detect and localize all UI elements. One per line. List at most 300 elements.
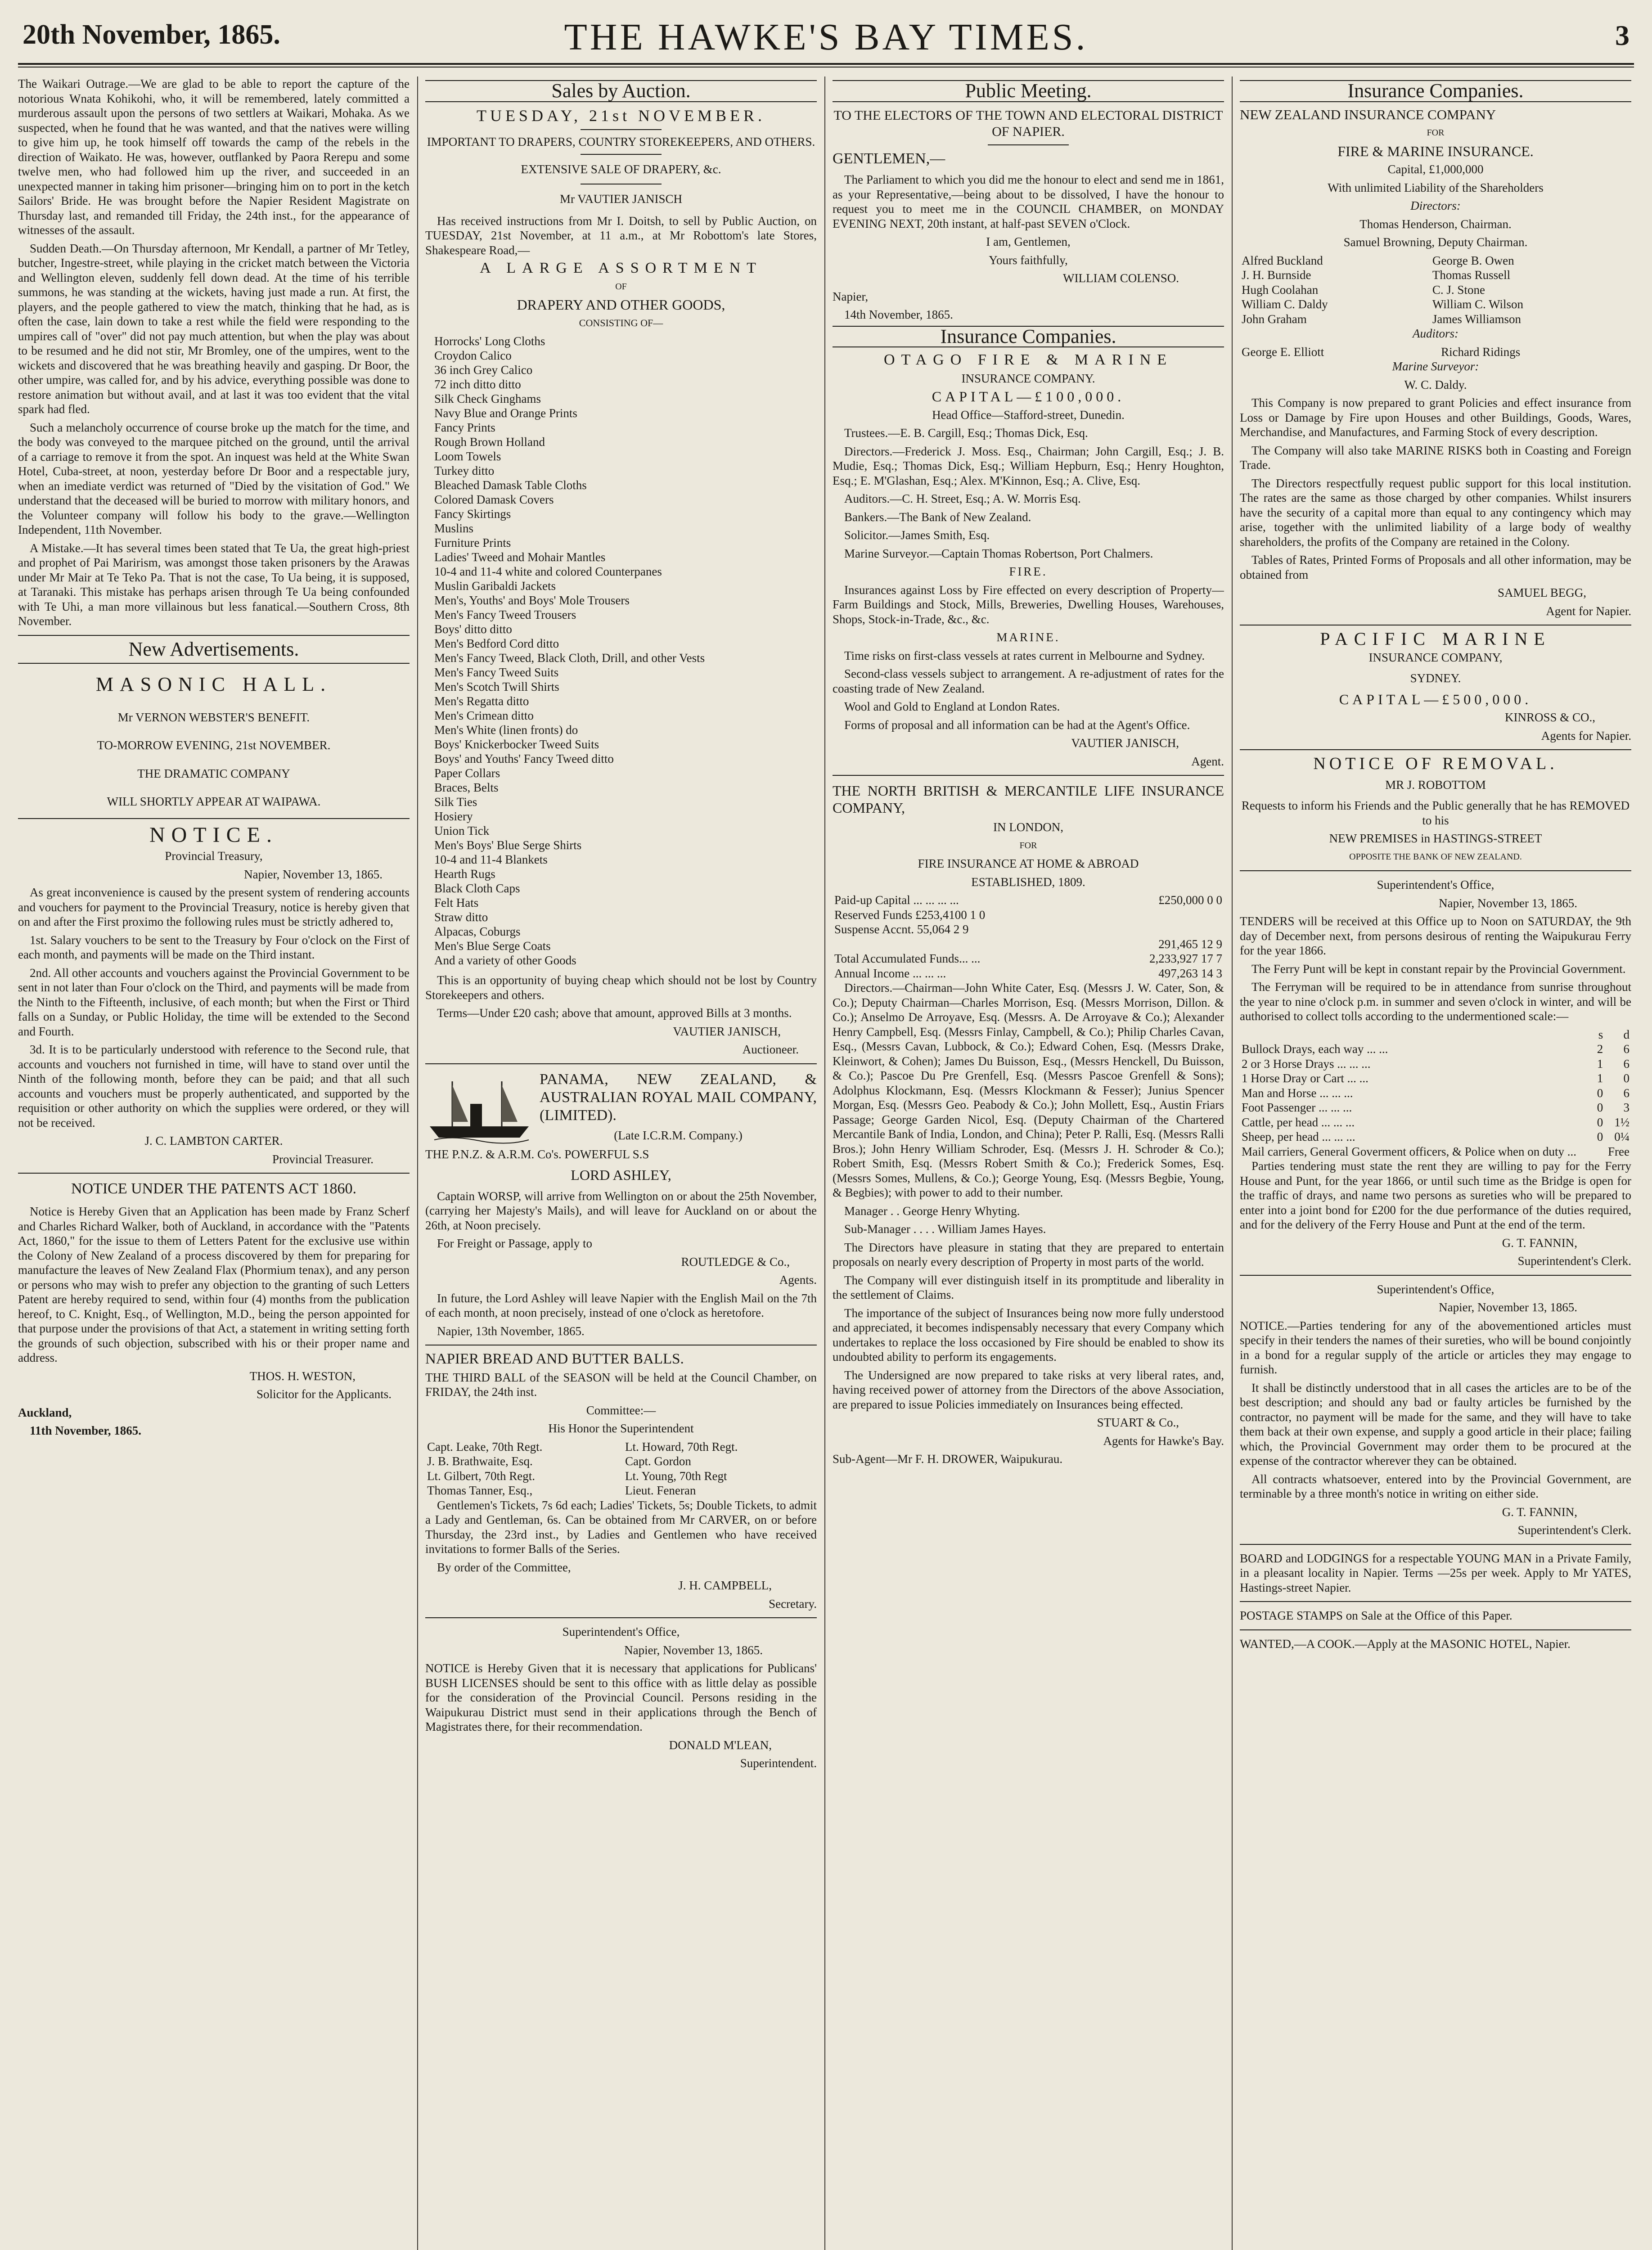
pacific-title: PACIFIC MARINE bbox=[1320, 629, 1551, 649]
auction-large-assortment: A LARGE ASSORTMENT bbox=[480, 260, 762, 276]
otago-marine-heading: MARINE. bbox=[996, 630, 1060, 644]
toll-row bbox=[1240, 1130, 1631, 1144]
divider bbox=[1240, 1629, 1631, 1630]
section-heading-public-meeting: Public Meeting. bbox=[833, 80, 1224, 102]
goods-item: Furniture Prints bbox=[434, 536, 511, 549]
article-sudden-death: Sudden Death.—On Thursday afternoon, Mr Kendall, a partner of Mr Tetley, butcher, Ingestre-street, while playing in the cricket match between the Victoria and Wellington eleven, suddenly fell down dead. At the time of his terrible summons, he was standing at the wickets, having just made a run. At first, the players, and the people gathered to view the match, thinking that he had, as is often the case, lain down to take a rest while the field were responding to the umpires call of "over" did not pay much attention, but when the play was about to be resumed and he did not stir, Mr Bromley, one of the umpires, went to the wickets and discovered that he was breathing heavily and gasping. Dr Boor, the other umpire, was called for, and by his advice, everything possible was done to restore animation but without avail, and at last it was too evident that the vital spark had fled. bbox=[18, 241, 410, 416]
otago-auditors: Auditors.—C. H. Street, Esq.; A. W. Morris Esq. bbox=[844, 492, 1081, 505]
director-row bbox=[1240, 312, 1631, 327]
goods-item: Men's Scotch Twill Shirts bbox=[434, 680, 559, 693]
director-name: William C. Daldy bbox=[1242, 297, 1328, 311]
goods-item: Braces, Belts bbox=[434, 781, 499, 794]
column-divider bbox=[1232, 76, 1233, 2250]
panama-agent-title: Agents. bbox=[779, 1273, 817, 1287]
goods-item: 72 inch ditto ditto bbox=[434, 378, 521, 391]
patent-notice-title: NOTICE UNDER THE PATENTS ACT 1860. bbox=[71, 1180, 357, 1197]
toll-shillings: 0 bbox=[1597, 1115, 1603, 1129]
column-4 bbox=[1240, 76, 1631, 2250]
director-name: George B. Owen bbox=[1432, 253, 1514, 267]
nz-insurance-capital: Capital, £1,000,000 bbox=[1387, 162, 1484, 176]
goods-item: Muslins bbox=[434, 522, 474, 535]
toll-pence: 0¼ bbox=[1614, 1130, 1629, 1143]
bush-office: Superintendent's Office, bbox=[562, 1625, 680, 1638]
auction-signature-title: Auctioneer. bbox=[742, 1043, 799, 1056]
goods-item: Paper Collars bbox=[434, 766, 500, 780]
auction-signature: VAUTIER JANISCH, bbox=[673, 1024, 781, 1038]
sureties-body: NOTICE.—Parties tendering for any of the abovementioned articles must specify in their tenders the names of their sureties, who will be bound conjointly in a bond for a regular supply of the article or articles they may engage to furnish. bbox=[1240, 1318, 1631, 1376]
toll-item: Foot Passenger ... ... ... bbox=[1242, 1101, 1352, 1114]
director-name: John Graham bbox=[1242, 312, 1307, 326]
pacific-sydney: SYDNEY. bbox=[1410, 671, 1461, 685]
goods-item: Felt Hats bbox=[434, 896, 479, 909]
notice-date: Napier, November 13, 1865. bbox=[244, 867, 383, 881]
ad-masonic-line: TO-MORROW EVENING, 21st NOVEMBER. bbox=[97, 738, 331, 752]
toll-row bbox=[1240, 1115, 1631, 1130]
ad-board-lodgings: BOARD and LODGINGS for a respectable YOUNG MAN in a Private Family, in a pleasant locality in Napier. Terms —25s per week. Apply to Mr YATES, Hastings-street Napier. bbox=[1240, 1551, 1631, 1594]
divider bbox=[425, 1345, 817, 1346]
nz-directors-heading: Directors: bbox=[1410, 199, 1461, 212]
pacific-signature: KINROSS & CO., bbox=[1504, 711, 1595, 724]
committee-row bbox=[425, 1440, 817, 1454]
north-british-fire: FIRE INSURANCE AT HOME & ABROAD bbox=[918, 857, 1139, 870]
notice-office: Provincial Treasury, bbox=[165, 849, 263, 863]
divider bbox=[988, 144, 1069, 145]
nz-insurance-liability: With unlimited Liability of the Shareholders bbox=[1328, 180, 1544, 194]
committee-member: Lt. Young, 70th Regt bbox=[625, 1469, 727, 1483]
masthead-rule bbox=[18, 67, 1634, 68]
removal-name: MR J. ROBOTTOM bbox=[1385, 778, 1486, 792]
meeting-salutation: GENTLEMEN,— bbox=[833, 150, 945, 167]
ad-postage-stamps: POSTAGE STAMPS on Sale at the Office of this Paper. bbox=[1240, 1609, 1512, 1622]
otago-trustees: Trustees.—E. B. Cargill, Esq.; Thomas Dick, Esq. bbox=[844, 426, 1088, 440]
committee-member: Lieut. Feneran bbox=[625, 1484, 696, 1497]
goods-item: Silk Check Ginghams bbox=[434, 392, 541, 405]
funds-row bbox=[833, 951, 1224, 966]
committee-member: Thomas Tanner, Esq., bbox=[427, 1484, 533, 1497]
goods-item: Men's Boys' Blue Serge Shirts bbox=[434, 838, 582, 852]
north-british-for: FOR bbox=[1019, 840, 1037, 850]
goods-item: Alpacas, Coburgs bbox=[434, 925, 521, 938]
panama-future: In future, the Lord Ashley will leave Napier with the English Mail on the 7th of each month, at noon precisely, instead of one o'clock as heretofore. bbox=[425, 1291, 817, 1319]
north-british-london: IN LONDON, bbox=[993, 820, 1063, 834]
panama-ship-name: LORD ASHLEY, bbox=[571, 1167, 671, 1183]
sureties-body: It shall be distinctly understood that in all cases the articles are to be of the best description; and should any bad or faulty articles be furnished by the contractor, no payment will be made for the same, and they will have to take them back at their own expense, and supply a good article in their place; failing which, the Provincial Government may order them to be procured at the expense of the contractor wherever they can be obtained. bbox=[1240, 1381, 1631, 1467]
goods-item: Ladies' Tweed and Mohair Mantles bbox=[434, 550, 606, 564]
director-name: William C. Wilson bbox=[1432, 297, 1523, 311]
goods-item: Bleached Damask Table Cloths bbox=[434, 478, 587, 492]
toll-row bbox=[1240, 1100, 1631, 1115]
notice-paragraph: 3d. It is to be particularly understood with reference to the Second rule, that accounts and vouchers not furnished in time, will have to stand over until the Ninth of the following month, before they can be paid; and that all such accounts and vouchers must be properly authenticated, and supported by the requisition or other authority on which the supplies were ordered, or they will not be received. bbox=[18, 1043, 410, 1130]
toll-pence: 6 bbox=[1623, 1057, 1629, 1071]
pacific-subtitle: INSURANCE COMPANY, bbox=[1368, 650, 1503, 664]
toll-pence: 6 bbox=[1623, 1042, 1629, 1056]
north-british-directors: Directors.—Chairman—John White Cater, Esq. (Messrs J. W. Cater, Son, & Co.); Deputy Chairman—Charles Morrison, Esq. (Messrs Morrison, Dillon. & Co.); Anselmo De Arroyave, Esq. (Messrs. A. De Arroyave & Co.); Alexander Henry Campbell, Esq. (Messrs Finlay, Campbell, & Co.); Philip Charles Cavan, Esq., (Messrs Cavan, Lubbock, & Co.); Edward Cohen, Esq. (Messrs Drake, Kleinwort, & Cohen); James Du Buisson, Esq., (Messrs Henckell, Du Buisson, & Co.); Pascoe Du Pre Grenfell, Esq. (Messrs Pascoe Grenfell & Sons); Adolphus Klockmann, Esq. (Messrs Klockmann & Fesser); Junius Spencer Morgan, Esq. (Messrs Geo. Peabody & Co.); John Mollett, Esq., Austin Friars Passage; George Garden Nicol, Esq. (Deputy Chairman of the Chartered Mercantile Bank of India, London, and China); Peter P. Ralli, Esq. (Messrs Ralli Bros.); John Henry William Schroder, Esq. (Messrs J. H. Schroder & Co.); Robert Smith, Esq. (Messrs Robert Smith & Co.); Frederick Somes, Esq. (Messrs Somes, Mullens, & Co.); George Young, Esq. (Messrs Begbie, Young, & Begbies); with power to add to their number. bbox=[833, 981, 1224, 1199]
article-sudden-death-cont: Such a melancholy occurrence of course broke up the match for the time, and the body was conveyed to the marquee pitched on the ground, until the arrival of a carriage to remove it from the spot. An inquest was held at the White Swan Hotel, Cuba-street, at noon, yesterday before Dr Boor and a respectable jury, when an imediate verdict was returned of "Died by the visitation of God." We understand that the deceased will be buried to morrow with military honors, and the Volunteer company will follow his body to the grave.—Wellington Independent, 11th November. bbox=[18, 420, 410, 536]
removal-premises: NEW PREMISES in HASTINGS-STREET bbox=[1329, 832, 1542, 845]
toll-row bbox=[1240, 1042, 1631, 1057]
divider bbox=[1240, 1544, 1631, 1545]
ad-masonic-line: WILL SHORTLY APPEAR AT WAIPAWA. bbox=[107, 795, 321, 808]
nz-signature-title: Agent for Napier. bbox=[1546, 604, 1631, 618]
north-british-body: The Directors have pleasure in stating that they are prepared to entertain proposals on nearly every description of Property in most parts of the world. bbox=[833, 1240, 1224, 1269]
notice-signature-title: Provincial Treasurer. bbox=[272, 1152, 374, 1166]
committee-row bbox=[425, 1469, 817, 1484]
removal-body: Requests to inform his Friends and the Public generally that he has REMOVED to his bbox=[1241, 799, 1630, 827]
divider bbox=[425, 1617, 817, 1618]
director-name: James Williamson bbox=[1432, 312, 1521, 326]
ad-masonic-line: THE DRAMATIC COMPANY bbox=[137, 766, 290, 780]
notice-title: NOTICE. bbox=[149, 823, 278, 847]
committee-member: J. B. Brathwaite, Esq. bbox=[427, 1454, 533, 1468]
nz-insurance-for: FOR bbox=[1427, 128, 1445, 138]
divider bbox=[18, 635, 410, 636]
goods-item: Horrocks' Long Cloths bbox=[434, 334, 545, 348]
section-heading-insurance-companies-2: Insurance Companies. bbox=[1240, 80, 1631, 102]
toll-item: 1 Horse Dray or Cart ... ... bbox=[1242, 1071, 1368, 1085]
director-name: C. J. Stone bbox=[1432, 283, 1485, 297]
goods-item: Hosiery bbox=[434, 810, 473, 823]
auction-terms: Terms—Under £20 cash; above that amount, approved Bills at 3 months. bbox=[437, 1006, 792, 1020]
goods-item: Colored Damask Covers bbox=[434, 493, 554, 506]
ball-signature: J. H. CAMPBELL, bbox=[678, 1579, 772, 1592]
ball-body: THE THIRD BALL of the SEASON will be held at the Council Chamber, on FRIDAY, the 24th inst. bbox=[425, 1370, 817, 1399]
north-british-body: The importance of the subject of Insurances being now more fully understood and appreciated, it becomes indispensably necessary that every Company which undertakes to replace the loss occasioned by Fire should be enabled to show its undoubted ability to perform its engagements. bbox=[833, 1306, 1224, 1364]
article-waikari-outrage: The Waikari Outrage.—We are glad to be able to report the capture of the notorious Wnata Kohikohi, who, it will be remembered, lately committed a murderous assault upon the persons of two settlers at Waikari, Mohaka. As we suspected, when he found that he was wanted, and that the natives were willing to give him up, he took himself off towards the camp of the rebels in the direction of Waikato. He was, however, outflanked by Paora Rerepu and some twelve men, who had followed him up the river, and succeeded in an unexpected manner in taking him prisoner—bringing him on to port in the ketch Sailors' Bride. He was brought before the Napier Resident Magistrate on Thursday last, and remanded till Friday, the 24th inst., for the appearance of witnesses of the assault. bbox=[18, 77, 410, 237]
bush-signature: DONALD M'LEAN, bbox=[669, 1738, 772, 1752]
otago-fire-heading: FIRE. bbox=[1009, 565, 1048, 578]
divider bbox=[1240, 1601, 1631, 1602]
nz-marine-surveyor-heading: Marine Surveyor: bbox=[1392, 360, 1479, 373]
director-row bbox=[1240, 268, 1631, 283]
goods-item: Muslin Garibaldi Jackets bbox=[434, 579, 556, 593]
newspaper-title: THE HAWKE'S BAY TIMES. bbox=[564, 16, 1088, 58]
column-divider bbox=[417, 76, 418, 2250]
north-british-signature-title: Agents for Hawke's Bay. bbox=[1103, 1434, 1224, 1448]
patent-notice-body: Notice is Hereby Given that an Application has been made by Franz Scherf and Charles Richard Walker, both of Auckland, in accordance with the "Patents Act, 1860," for the issue to them of Letters Patent for the exclusive use within the Colony of New Zealand of a process discovered by them for preparing for manufacture the leaves of New Zealand Flax (Phormium tenax), and any person or persons who may wish to prefer any objection to the granting of such Letters Patent are hereby required to send, within four (4) months from the publication hereof, to C. Knight, Esq., of Wellington, M.D., being the person appointed for that purpose under the provisions of that Act, a statement in writing setting forth the grounds of such objection, subscribed with his or their proper name and address. bbox=[18, 1205, 410, 1364]
otago-capital: CAPITAL—£100,000. bbox=[932, 388, 1125, 405]
goods-item: Men's Fancy Tweed Trousers bbox=[434, 608, 576, 621]
ferry-body: Parties tendering must state the rent they are willing to pay for the Ferry House and Punt, for the year 1866, or until such time as the Bridge is open for the traffic of drays, and name two persons as sureties who will be prepared to enter into a joint bond for £200 for the due performance of the duties required, and for the delivery of the Ferry House and Punt at the end of the term. bbox=[1240, 1159, 1631, 1231]
divider bbox=[1240, 625, 1631, 626]
sureties-signature-title: Superintendent's Clerk. bbox=[1517, 1523, 1631, 1537]
funds-label bbox=[833, 937, 1094, 952]
toll-row bbox=[1240, 1144, 1631, 1159]
ferry-col-header: s bbox=[1598, 1027, 1603, 1041]
toll-shillings: 2 bbox=[1597, 1042, 1603, 1056]
goods-item: Men's White (linen fronts) do bbox=[434, 723, 578, 737]
toll-pence: Free bbox=[1608, 1144, 1629, 1158]
funds-label: Annual Income ... ... ... bbox=[834, 966, 946, 980]
column-1 bbox=[18, 76, 410, 2250]
toll-item: Sheep, per head ... ... ... bbox=[1242, 1130, 1355, 1143]
director-name: Thomas Russell bbox=[1432, 268, 1511, 282]
newspaper-page bbox=[18, 14, 1634, 2250]
north-british-funds-table bbox=[833, 893, 1224, 981]
ball-committee: Committee:— bbox=[586, 1403, 656, 1417]
notice-paragraph: 2nd. All other accounts and vouchers against the Provincial Government to be sent in not later than Four o'clock on the Third, and payments will be made from the Ninth to the Fifteenth, inclusive, of each month; but when the First or Third falls on a Sunday, or Public Holiday, the time will be extended to the Second and Fourth. bbox=[18, 966, 410, 1038]
column-3 bbox=[833, 76, 1224, 2250]
funds-row bbox=[833, 908, 1224, 922]
goods-item: Men's Regatta ditto bbox=[434, 694, 529, 708]
divider bbox=[18, 818, 410, 819]
meeting-body: The Parliament to which you did me the honour to elect and send me in 1861, as your Representative,—being about to be dissolved, I have the honour to request you to meet me in the COUNCIL CHAMBER, on MONDAY EVENING NEXT, 20th instant, at half-past SEVEN o'Clock. bbox=[833, 173, 1224, 230]
column-2 bbox=[425, 76, 817, 2250]
toll-shillings: 1 bbox=[1597, 1071, 1603, 1085]
panama-late: (Late I.C.R.M. Company.) bbox=[614, 1128, 743, 1142]
director-name: J. H. Burnside bbox=[1242, 268, 1311, 282]
otago-subtitle: INSURANCE COMPANY. bbox=[961, 371, 1095, 385]
otago-office: Head Office—Stafford-street, Dunedin. bbox=[932, 408, 1125, 422]
goods-item: Men's Fancy Tweed Suits bbox=[434, 666, 559, 679]
funds-amount: 291,465 12 9 bbox=[1158, 937, 1222, 951]
sureties-body: All contracts whatsoever, entered into by the Provincial Government, are terminable by a three month's notice in writing on either side. bbox=[1240, 1472, 1631, 1500]
nz-signature: SAMUEL BEGG, bbox=[1497, 586, 1586, 599]
bush-body: NOTICE is Hereby Given that it is necessary that applications for Publicans' BUSH LICENSES should be sent to this office with as little delay as possible for the consideration of the Provincial Council. Persons residing in the Waipukurau District must send in their applications through the Bench of Magistrates there, for their recommendation. bbox=[425, 1661, 817, 1733]
article-mistake: A Mistake.—It has several times been stated that Te Ua, the great high-priest and prophet of Pai Marirism, was amongst those taken prisoners by the Arawas under Mr Mair at Te Teko Pa. That is not the case, To Ua being, it is supposed, at Taranaki. This mistake has perhaps arisen through Te Ua being confounded with Te Uhi, a man more villainous but less fanatical.—Southern Cross, 8th November. bbox=[18, 541, 410, 628]
notice-paragraph: 1st. Salary vouchers to be sent to the Treasury by Four o'clock on the First of each month, and payments will be made on the Third instant. bbox=[18, 933, 410, 961]
patent-place: Auckland, bbox=[18, 1405, 72, 1419]
otago-directors: Directors.—Frederick J. Moss. Esq., Chairman; John Cargill, Esq.; J. B. Mudie, Esq.; Thomas Dick, Esq.; William Hepburn, Esq.; Henry Houghton, Esq.; E. M'Glashan, Esq.; Alex. M'Kinnon, Esq.; A. Clive, Esq. bbox=[833, 444, 1224, 487]
north-british-manager: Manager . . George Henry Whyting. bbox=[844, 1204, 1020, 1218]
ball-tickets: Gentlemen's Tickets, 7s 6d each; Ladies' Tickets, 5s; Double Tickets, to admit a Lady and Gentleman, 6s. Can be obtained from Mr CARVER, on or before Thursday, the 23rd inst., by Ladies and Gentlemen who have received invitations to former Balls of the Series. bbox=[425, 1498, 817, 1556]
committee-member: Capt. Gordon bbox=[625, 1454, 691, 1468]
otago-bankers: Bankers.—The Bank of New Zealand. bbox=[844, 510, 1031, 524]
funds-row bbox=[833, 893, 1224, 908]
ferry-col-header: d bbox=[1623, 1027, 1629, 1041]
toll-item: 2 or 3 Horse Drays ... ... ... bbox=[1242, 1057, 1371, 1071]
toll-item: Man and Horse ... ... ... bbox=[1242, 1086, 1353, 1100]
toll-item: Cattle, per head ... ... ... bbox=[1242, 1115, 1355, 1129]
director-name: Hugh Coolahan bbox=[1242, 283, 1319, 297]
goods-item: Boys' ditto ditto bbox=[434, 622, 512, 636]
auction-instructions: Has received instructions from Mr I. Doitsh, to sell by Public Auction, on TUESDAY, 21st November, at 11 a.m., at Mr Robottom's late Stores, Shakespeare Road,— bbox=[425, 214, 817, 257]
nz-auditor: George E. Elliott bbox=[1242, 345, 1324, 359]
committee-member: Lt. Gilbert, 70th Regt. bbox=[427, 1469, 535, 1483]
auction-extensive: EXTENSIVE SALE OF DRAPERY, &c. bbox=[521, 162, 721, 176]
goods-item: And a variety of other Goods bbox=[434, 954, 576, 967]
ferry-office: Superintendent's Office, bbox=[1377, 878, 1494, 891]
north-british-submanager: Sub-Manager . . . . William James Hayes. bbox=[844, 1222, 1046, 1236]
nz-body: This Company is now prepared to grant Policies and effect insurance from Loss or Damage by Fire upon Houses and other Buildings, Goods, Wares, Merchandise, and Manufactures, and Farming Stock of every description. bbox=[1240, 396, 1631, 439]
north-british-subagent: Sub-Agent—Mr F. H. DROWER, Waipukurau. bbox=[833, 1452, 1063, 1466]
nz-insurance-title: NEW ZEALAND INSURANCE COMPANY bbox=[1240, 106, 1496, 122]
ferry-body: The Ferryman will be required to be in attendance from sunrise throughout the year to nine o'clock p.m. in summer and seven o'clock in winter, and will be authorised to collect tolls according to the undermentioned scale:— bbox=[1240, 980, 1631, 1023]
nz-deputy-chairman: Samuel Browning, Deputy Chairman. bbox=[1343, 235, 1528, 249]
ball-patron: His Honor the Superintendent bbox=[548, 1422, 694, 1435]
otago-signature-title: Agent. bbox=[1191, 754, 1224, 768]
toll-shillings: 0 bbox=[1597, 1101, 1603, 1114]
ferry-signature: G. T. FANNIN, bbox=[1502, 1236, 1577, 1250]
funds-label: Reserved Funds £253,4100 1 0 bbox=[834, 908, 986, 922]
nz-auditors-table bbox=[1240, 345, 1631, 360]
nz-auditors-heading: Auditors: bbox=[1412, 327, 1458, 340]
goods-item: Men's Blue Serge Coats bbox=[434, 939, 551, 953]
goods-item: Union Tick bbox=[434, 824, 490, 837]
ad-masonic-line: Mr VERNON WEBSTER'S BENEFIT. bbox=[117, 710, 310, 724]
divider bbox=[581, 154, 662, 155]
goods-item: Croydon Calico bbox=[434, 349, 512, 362]
goods-item: Loom Towels bbox=[434, 450, 501, 463]
goods-item: Boys' and Youths' Fancy Tweed ditto bbox=[434, 752, 614, 765]
steamship-illustration bbox=[425, 1072, 533, 1144]
removal-opposite: OPPOSITE THE BANK OF NEW ZEALAND. bbox=[1349, 851, 1522, 862]
toll-pence: 3 bbox=[1623, 1101, 1629, 1114]
column-divider bbox=[824, 76, 825, 2250]
masthead bbox=[18, 14, 1634, 65]
bush-signature-title: Superintendent. bbox=[740, 1756, 817, 1770]
committee-row bbox=[425, 1483, 817, 1498]
ferry-tolls-table bbox=[1240, 1027, 1631, 1159]
otago-title: OTAGO FIRE & MARINE bbox=[884, 351, 1173, 368]
north-british-established: ESTABLISHED, 1809. bbox=[971, 875, 1085, 889]
north-british-title: THE NORTH BRITISH & MERCANTILE LIFE INSURANCE COMPANY, bbox=[833, 783, 1224, 816]
ferry-date: Napier, November 13, 1865. bbox=[1439, 896, 1577, 910]
goods-item: Silk Ties bbox=[434, 795, 477, 809]
funds-amount: 497,263 14 3 bbox=[1158, 966, 1222, 980]
sureties-signature: G. T. FANNIN, bbox=[1502, 1505, 1577, 1519]
goods-list bbox=[425, 334, 817, 968]
section-heading-sales-by-auction: Sales by Auction. bbox=[425, 80, 817, 102]
goods-item: Turkey ditto bbox=[434, 464, 495, 477]
director-row bbox=[1240, 297, 1631, 312]
panama-agent: ROUTLEDGE & Co., bbox=[681, 1255, 790, 1269]
nz-body: The Directors respectfully request public support for this local institution. The rates are the same as those charged by other companies. Whilst insurers have the security of a capital more than equal to any contingency which may arise, together with the unlimited liability of a large body of wealthy shareholders, the profits of the Company are retained in the Colony. bbox=[1240, 476, 1631, 549]
divider bbox=[581, 129, 662, 130]
funds-amount: 2,233,927 17 7 bbox=[1149, 952, 1222, 965]
panama-date: Napier, 13th November, 1865. bbox=[437, 1324, 585, 1338]
nz-chairman: Thomas Henderson, Chairman. bbox=[1359, 217, 1512, 231]
committee-member: Lt. Howard, 70th Regt. bbox=[625, 1440, 738, 1454]
funds-label: Paid-up Capital ... ... ... ... bbox=[834, 893, 959, 907]
goods-item: Black Cloth Caps bbox=[434, 882, 520, 895]
auction-of: OF bbox=[615, 281, 627, 292]
sureties-date: Napier, November 13, 1865. bbox=[1439, 1300, 1577, 1314]
bush-date: Napier, November 13, 1865. bbox=[624, 1643, 763, 1657]
toll-item: Bullock Drays, each way ... ... bbox=[1242, 1042, 1388, 1056]
auction-opportunity: This is an opportunity of buying cheap which should not be lost by Country Storekeepers and others. bbox=[425, 973, 817, 1002]
otago-marine-body: Wool and Gold to England at London Rates. bbox=[844, 700, 1060, 713]
pacific-signature-title: Agents for Napier. bbox=[1541, 729, 1631, 742]
goods-item: Boys' Knickerbocker Tweed Suits bbox=[434, 738, 599, 751]
toll-row bbox=[1240, 1071, 1631, 1086]
meeting-place: Napier, bbox=[833, 289, 869, 303]
panama-powerful: THE P.N.Z. & A.R.M. Co's. POWERFUL S.S bbox=[425, 1147, 649, 1161]
goods-item: Men's, Youths' and Boys' Mole Trousers bbox=[434, 594, 630, 607]
toll-pence: 1½ bbox=[1614, 1115, 1629, 1129]
goods-item: Men's Crimean ditto bbox=[434, 709, 534, 722]
meeting-signature: WILLIAM COLENSO. bbox=[1063, 271, 1179, 285]
ball-order: By order of the Committee, bbox=[437, 1560, 571, 1574]
ad-wanted-cook: WANTED,—A COOK.—Apply at the MASONIC HOTEL, Napier. bbox=[1240, 1637, 1571, 1651]
funds-label: Total Accumulated Funds... ... bbox=[834, 952, 981, 965]
funds-row bbox=[833, 922, 1224, 937]
toll-item: Mail carriers, General Goverment officers, & Police when on duty ... bbox=[1242, 1144, 1577, 1158]
otago-signature: VAUTIER JANISCH, bbox=[1071, 736, 1179, 750]
toll-pence: 6 bbox=[1623, 1086, 1629, 1100]
page-number: 3 bbox=[1615, 19, 1629, 51]
sureties-office: Superintendent's Office, bbox=[1377, 1282, 1494, 1296]
auction-drapery: DRAPERY AND OTHER GOODS, bbox=[517, 297, 725, 313]
auctioneer-name: Mr VAUTIER JANISCH bbox=[559, 192, 683, 206]
funds-amount: £250,000 0 0 bbox=[1158, 893, 1222, 907]
funds-amount bbox=[1094, 908, 1224, 922]
goods-item: Men's Fancy Tweed, Black Cloth, Drill, and other Vests bbox=[434, 651, 705, 665]
goods-item: Fancy Prints bbox=[434, 421, 495, 434]
divider bbox=[18, 1173, 410, 1174]
ferry-signature-title: Superintendent's Clerk. bbox=[1517, 1254, 1631, 1268]
nz-insurance-fire: FIRE & MARINE INSURANCE. bbox=[1337, 143, 1534, 159]
otago-surveyor: Marine Surveyor.—Captain Thomas Robertson, Port Chalmers. bbox=[844, 546, 1153, 560]
goods-item: Men's Bedford Cord ditto bbox=[434, 637, 559, 650]
goods-item: Rough Brown Holland bbox=[434, 435, 545, 449]
removal-title: NOTICE OF REMOVAL. bbox=[1313, 754, 1558, 773]
meeting-date: 14th November, 1865. bbox=[844, 308, 953, 321]
nz-body: Tables of Rates, Printed Forms of Proposals and all other information, may be obtained from bbox=[1240, 553, 1631, 581]
nz-auditor: Richard Ridings bbox=[1441, 345, 1521, 359]
divider bbox=[1240, 870, 1631, 871]
divider bbox=[833, 775, 1224, 776]
section-heading-insurance-companies: Insurance Companies. bbox=[833, 326, 1224, 348]
divider bbox=[18, 663, 410, 664]
otago-marine-body: Forms of proposal and all information can be had at the Agent's Office. bbox=[844, 718, 1190, 732]
panama-freight: For Freight or Passage, apply to bbox=[437, 1237, 592, 1250]
meeting-to-electors: TO THE ELECTORS OF THE TOWN AND ELECTORAL DISTRICT OF NAPIER. bbox=[833, 108, 1223, 139]
toll-row bbox=[1240, 1086, 1631, 1101]
goods-item: 10-4 and 11-4 Blankets bbox=[434, 853, 548, 866]
divider bbox=[1240, 1275, 1631, 1276]
ferry-body: The Ferry Punt will be kept in constant repair by the Provincial Government. bbox=[1251, 962, 1626, 976]
toll-shillings: 1 bbox=[1597, 1057, 1603, 1071]
pacific-capital: CAPITAL—£500,000. bbox=[1339, 691, 1532, 707]
goods-item: 10-4 and 11-4 white and colored Counterpanes bbox=[434, 565, 662, 578]
toll-shillings bbox=[1595, 1144, 1605, 1159]
panama-body: Captain WORSP, will arrive from Wellington on or about the 25th November, (carrying her Majesty's Mails), and will leave for Auckland on or about the 26th, at Noon precisely. bbox=[425, 1189, 817, 1232]
goods-item: Straw ditto bbox=[434, 910, 488, 924]
north-british-signature: STUART & Co., bbox=[1097, 1416, 1179, 1429]
auction-date: TUESDAY, 21st NOVEMBER. bbox=[476, 106, 766, 125]
director-row bbox=[1240, 253, 1631, 268]
divider bbox=[425, 1063, 817, 1064]
otago-solicitor: Solicitor.—James Smith, Esq. bbox=[844, 528, 990, 542]
goods-item: Fancy Skirtings bbox=[434, 507, 511, 521]
otago-marine-body: Time risks on first-class vessels at rates current in Melbourne and Sydney. bbox=[844, 648, 1205, 662]
toll-shillings: 0 bbox=[1597, 1086, 1603, 1100]
toll-row bbox=[1240, 1057, 1631, 1071]
patent-date: 11th November, 1865. bbox=[30, 1424, 141, 1437]
auction-consisting: CONSISTING OF— bbox=[579, 317, 663, 328]
ball-committee-table bbox=[425, 1440, 817, 1498]
notice-paragraph: As great inconvenience is caused by the present system of rendering accounts and vouchers for payment to the Provincial Treasury, notice is hereby given that on and after the First proximo the following rules must be strictly adhered to, bbox=[18, 886, 410, 928]
director-row bbox=[1240, 283, 1631, 297]
divider bbox=[1240, 749, 1631, 750]
goods-item: Hearth Rugs bbox=[434, 867, 495, 881]
ferry-body: TENDERS will be received at this Office up to Noon on SATURDAY, the 9th day of December next, from persons desirous of renting the Waipukurau Ferry for the year 1866. bbox=[1240, 914, 1631, 957]
issue-date: 20th November, 1865. bbox=[23, 19, 280, 50]
otago-fire-body: Insurances against Loss by Fire effected on every description of Property—Farm Buildings and Stock, Mills, Breweries, Dwelling Houses, Warehouses, Shops, Stock-in-Trade, &c., &c. bbox=[833, 583, 1224, 626]
ball-signature-title: Secretary. bbox=[769, 1597, 817, 1611]
meeting-closing-2: Yours faithfully, bbox=[989, 253, 1068, 267]
committee-member: Capt. Leake, 70th Regt. bbox=[427, 1440, 543, 1454]
director-name: Alfred Buckland bbox=[1242, 253, 1323, 267]
north-british-body: The Undersigned are now prepared to take risks at very liberal rates, and, having received power of attorney from the Directors of the above Association, are prepared to issue Policies immediately on Insurances being effected. bbox=[833, 1368, 1224, 1411]
ad-masonic-hall-title: MASONIC HALL. bbox=[95, 673, 332, 695]
otago-marine-body: Second-class vessels subject to arrangement. A re-adjustment of rates for the coasting trade of New Zealand. bbox=[833, 667, 1224, 695]
patent-signature-title: Solicitor for the Applicants. bbox=[257, 1387, 392, 1401]
nz-marine-surveyor: W. C. Daldy. bbox=[1404, 378, 1467, 392]
nz-directors-table bbox=[1240, 253, 1631, 327]
funds-label: Suspense Accnt. 55,064 2 9 bbox=[834, 922, 969, 936]
toll-shillings: 0 bbox=[1597, 1130, 1603, 1143]
